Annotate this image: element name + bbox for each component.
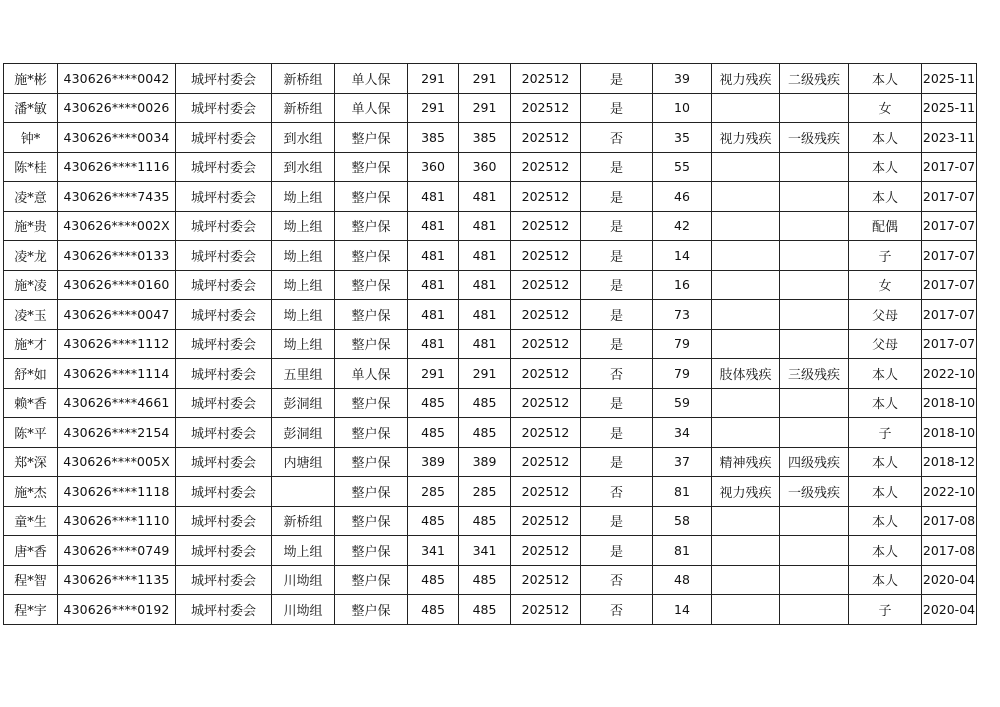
flag-cell: 否 <box>581 595 653 625</box>
start-date-cell: 2017-07 <box>922 211 977 241</box>
age-cell: 10 <box>653 93 712 123</box>
start-date-cell: 2017-07 <box>922 270 977 300</box>
start-date-cell: 2018-10 <box>922 418 977 448</box>
disability-grade-cell <box>780 388 849 418</box>
name-cell: 童*生 <box>4 506 58 536</box>
amount-cell: 485 <box>459 388 511 418</box>
group-cell: 新桥组 <box>272 93 335 123</box>
month-cell: 202512 <box>511 595 581 625</box>
group-cell: 坳上组 <box>272 329 335 359</box>
flag-cell: 是 <box>581 152 653 182</box>
village-cell: 城坪村委会 <box>176 418 272 448</box>
assistance-type-cell: 整户保 <box>335 123 408 153</box>
amount-cell: 385 <box>459 123 511 153</box>
assistance-type-cell: 整户保 <box>335 152 408 182</box>
id-number-cell: 430626****005X <box>58 447 176 477</box>
start-date-cell: 2022-10 <box>922 359 977 389</box>
amount-cell: 485 <box>408 506 459 536</box>
assistance-type-cell: 整户保 <box>335 447 408 477</box>
month-cell: 202512 <box>511 418 581 448</box>
start-date-cell: 2017-07 <box>922 329 977 359</box>
start-date-cell: 2017-07 <box>922 241 977 271</box>
id-number-cell: 430626****7435 <box>58 182 176 212</box>
group-cell: 到水组 <box>272 152 335 182</box>
flag-cell: 否 <box>581 565 653 595</box>
village-cell: 城坪村委会 <box>176 565 272 595</box>
id-number-cell: 430626****002X <box>58 211 176 241</box>
disability-grade-cell: 四级残疾 <box>780 447 849 477</box>
month-cell: 202512 <box>511 329 581 359</box>
age-cell: 39 <box>653 64 712 94</box>
amount-cell: 291 <box>408 93 459 123</box>
table-row <box>4 64 977 94</box>
table-row <box>4 477 977 507</box>
relation-cell: 本人 <box>849 388 922 418</box>
amount-cell: 485 <box>459 595 511 625</box>
start-date-cell: 2017-07 <box>922 300 977 330</box>
amount-cell: 481 <box>459 300 511 330</box>
flag-cell: 是 <box>581 241 653 271</box>
amount-cell: 485 <box>408 418 459 448</box>
relation-cell: 本人 <box>849 64 922 94</box>
flag-cell: 否 <box>581 359 653 389</box>
start-date-cell: 2017-07 <box>922 152 977 182</box>
relation-cell: 本人 <box>849 506 922 536</box>
disability-grade-cell <box>780 418 849 448</box>
assistance-type-cell: 整户保 <box>335 595 408 625</box>
assistance-type-cell: 整户保 <box>335 329 408 359</box>
village-cell: 城坪村委会 <box>176 64 272 94</box>
name-cell: 陈*桂 <box>4 152 58 182</box>
amount-cell: 285 <box>459 477 511 507</box>
month-cell: 202512 <box>511 506 581 536</box>
table-row <box>4 359 977 389</box>
start-date-cell: 2020-04 <box>922 565 977 595</box>
amount-cell: 481 <box>408 241 459 271</box>
name-cell: 钟* <box>4 123 58 153</box>
flag-cell: 是 <box>581 329 653 359</box>
disability-grade-cell <box>780 211 849 241</box>
table-row <box>4 300 977 330</box>
month-cell: 202512 <box>511 477 581 507</box>
month-cell: 202512 <box>511 447 581 477</box>
flag-cell: 是 <box>581 447 653 477</box>
flag-cell: 否 <box>581 123 653 153</box>
group-cell: 川坳组 <box>272 565 335 595</box>
group-cell: 新桥组 <box>272 506 335 536</box>
assistance-type-cell: 单人保 <box>335 64 408 94</box>
name-cell: 赖*香 <box>4 388 58 418</box>
amount-cell: 360 <box>408 152 459 182</box>
id-number-cell: 430626****1135 <box>58 565 176 595</box>
disability-grade-cell <box>780 182 849 212</box>
amount-cell: 291 <box>459 93 511 123</box>
name-cell: 施*贵 <box>4 211 58 241</box>
group-cell: 内塘组 <box>272 447 335 477</box>
id-number-cell: 430626****1114 <box>58 359 176 389</box>
month-cell: 202512 <box>511 536 581 566</box>
age-cell: 73 <box>653 300 712 330</box>
village-cell: 城坪村委会 <box>176 182 272 212</box>
group-cell <box>272 477 335 507</box>
amount-cell: 481 <box>459 182 511 212</box>
month-cell: 202512 <box>511 241 581 271</box>
group-cell: 坳上组 <box>272 300 335 330</box>
month-cell: 202512 <box>511 123 581 153</box>
flag-cell: 是 <box>581 418 653 448</box>
name-cell: 施*才 <box>4 329 58 359</box>
flag-cell: 是 <box>581 388 653 418</box>
village-cell: 城坪村委会 <box>176 241 272 271</box>
relation-cell: 配偶 <box>849 211 922 241</box>
age-cell: 14 <box>653 241 712 271</box>
village-cell: 城坪村委会 <box>176 300 272 330</box>
id-number-cell: 430626****4661 <box>58 388 176 418</box>
amount-cell: 285 <box>408 477 459 507</box>
relation-cell: 子 <box>849 241 922 271</box>
village-cell: 城坪村委会 <box>176 595 272 625</box>
amount-cell: 341 <box>408 536 459 566</box>
id-number-cell: 430626****0042 <box>58 64 176 94</box>
relation-cell: 父母 <box>849 329 922 359</box>
name-cell: 程*宇 <box>4 595 58 625</box>
disability-grade-cell <box>780 270 849 300</box>
name-cell: 舒*如 <box>4 359 58 389</box>
table-row <box>4 418 977 448</box>
flag-cell: 是 <box>581 300 653 330</box>
id-number-cell: 430626****1110 <box>58 506 176 536</box>
amount-cell: 385 <box>408 123 459 153</box>
amount-cell: 481 <box>459 241 511 271</box>
id-number-cell: 430626****0160 <box>58 270 176 300</box>
assistance-type-cell: 整户保 <box>335 211 408 241</box>
table-row <box>4 329 977 359</box>
flag-cell: 是 <box>581 182 653 212</box>
relation-cell: 本人 <box>849 447 922 477</box>
month-cell: 202512 <box>511 182 581 212</box>
village-cell: 城坪村委会 <box>176 329 272 359</box>
table-row <box>4 565 977 595</box>
start-date-cell: 2017-08 <box>922 536 977 566</box>
start-date-cell: 2025-11 <box>922 64 977 94</box>
disability-type-cell <box>712 595 780 625</box>
disability-type-cell <box>712 565 780 595</box>
age-cell: 81 <box>653 536 712 566</box>
table-row <box>4 152 977 182</box>
disability-type-cell <box>712 182 780 212</box>
group-cell: 坳上组 <box>272 270 335 300</box>
relation-cell: 子 <box>849 595 922 625</box>
name-cell: 唐*香 <box>4 536 58 566</box>
disability-type-cell <box>712 536 780 566</box>
amount-cell: 341 <box>459 536 511 566</box>
amount-cell: 485 <box>408 595 459 625</box>
id-number-cell: 430626****0133 <box>58 241 176 271</box>
amount-cell: 485 <box>459 506 511 536</box>
relation-cell: 女 <box>849 93 922 123</box>
flag-cell: 是 <box>581 506 653 536</box>
id-number-cell: 430626****1116 <box>58 152 176 182</box>
assistance-type-cell: 整户保 <box>335 477 408 507</box>
id-number-cell: 430626****0749 <box>58 536 176 566</box>
month-cell: 202512 <box>511 388 581 418</box>
amount-cell: 481 <box>408 300 459 330</box>
group-cell: 彭洞组 <box>272 418 335 448</box>
name-cell: 施*杰 <box>4 477 58 507</box>
start-date-cell: 2025-11 <box>922 93 977 123</box>
table-row <box>4 93 977 123</box>
amount-cell: 360 <box>459 152 511 182</box>
month-cell: 202512 <box>511 359 581 389</box>
relation-cell: 子 <box>849 418 922 448</box>
disability-grade-cell <box>780 241 849 271</box>
disability-type-cell: 视力残疾 <box>712 64 780 94</box>
name-cell: 凌*玉 <box>4 300 58 330</box>
table-row <box>4 182 977 212</box>
disability-grade-cell: 一级残疾 <box>780 123 849 153</box>
month-cell: 202512 <box>511 211 581 241</box>
id-number-cell: 430626****1118 <box>58 477 176 507</box>
start-date-cell: 2022-10 <box>922 477 977 507</box>
name-cell: 陈*平 <box>4 418 58 448</box>
table-row <box>4 447 977 477</box>
amount-cell: 481 <box>408 211 459 241</box>
age-cell: 34 <box>653 418 712 448</box>
month-cell: 202512 <box>511 565 581 595</box>
start-date-cell: 2023-11 <box>922 123 977 153</box>
relation-cell: 本人 <box>849 359 922 389</box>
village-cell: 城坪村委会 <box>176 270 272 300</box>
id-number-cell: 430626****0034 <box>58 123 176 153</box>
assistance-type-cell: 整户保 <box>335 270 408 300</box>
age-cell: 35 <box>653 123 712 153</box>
relation-cell: 女 <box>849 270 922 300</box>
month-cell: 202512 <box>511 93 581 123</box>
village-cell: 城坪村委会 <box>176 152 272 182</box>
flag-cell: 否 <box>581 477 653 507</box>
group-cell: 坳上组 <box>272 182 335 212</box>
name-cell: 程*智 <box>4 565 58 595</box>
amount-cell: 389 <box>459 447 511 477</box>
age-cell: 37 <box>653 447 712 477</box>
name-cell: 施*彬 <box>4 64 58 94</box>
relation-cell: 本人 <box>849 536 922 566</box>
relation-cell: 父母 <box>849 300 922 330</box>
flag-cell: 是 <box>581 536 653 566</box>
disability-type-cell: 视力残疾 <box>712 123 780 153</box>
disability-grade-cell: 一级残疾 <box>780 477 849 507</box>
disability-grade-cell <box>780 329 849 359</box>
amount-cell: 485 <box>459 565 511 595</box>
group-cell: 到水组 <box>272 123 335 153</box>
amount-cell: 481 <box>459 211 511 241</box>
name-cell: 凌*龙 <box>4 241 58 271</box>
disability-type-cell <box>712 270 780 300</box>
id-number-cell: 430626****2154 <box>58 418 176 448</box>
relation-cell: 本人 <box>849 182 922 212</box>
disability-type-cell <box>712 418 780 448</box>
month-cell: 202512 <box>511 270 581 300</box>
table-row <box>4 536 977 566</box>
disability-type-cell: 肢体残疾 <box>712 359 780 389</box>
village-cell: 城坪村委会 <box>176 447 272 477</box>
village-cell: 城坪村委会 <box>176 506 272 536</box>
age-cell: 81 <box>653 477 712 507</box>
disability-type-cell <box>712 388 780 418</box>
table-row <box>4 211 977 241</box>
group-cell: 坳上组 <box>272 241 335 271</box>
village-cell: 城坪村委会 <box>176 211 272 241</box>
assistance-type-cell: 单人保 <box>335 359 408 389</box>
table-body <box>4 64 977 625</box>
id-number-cell: 430626****0026 <box>58 93 176 123</box>
age-cell: 79 <box>653 329 712 359</box>
disability-type-cell <box>712 93 780 123</box>
amount-cell: 291 <box>408 359 459 389</box>
table-row <box>4 388 977 418</box>
assistance-type-cell: 单人保 <box>335 93 408 123</box>
month-cell: 202512 <box>511 300 581 330</box>
disability-grade-cell <box>780 93 849 123</box>
disability-type-cell <box>712 241 780 271</box>
start-date-cell: 2020-04 <box>922 595 977 625</box>
disability-grade-cell: 二级残疾 <box>780 64 849 94</box>
table-row <box>4 241 977 271</box>
amount-cell: 485 <box>408 565 459 595</box>
village-cell: 城坪村委会 <box>176 93 272 123</box>
table-row <box>4 270 977 300</box>
start-date-cell: 2018-10 <box>922 388 977 418</box>
amount-cell: 481 <box>408 329 459 359</box>
age-cell: 55 <box>653 152 712 182</box>
start-date-cell: 2017-08 <box>922 506 977 536</box>
age-cell: 42 <box>653 211 712 241</box>
disability-grade-cell <box>780 300 849 330</box>
age-cell: 79 <box>653 359 712 389</box>
amount-cell: 485 <box>408 388 459 418</box>
assistance-type-cell: 整户保 <box>335 506 408 536</box>
disability-grade-cell <box>780 152 849 182</box>
disability-grade-cell <box>780 565 849 595</box>
village-cell: 城坪村委会 <box>176 359 272 389</box>
group-cell: 彭洞组 <box>272 388 335 418</box>
id-number-cell: 430626****0192 <box>58 595 176 625</box>
id-number-cell: 430626****1112 <box>58 329 176 359</box>
table-row <box>4 506 977 536</box>
amount-cell: 291 <box>459 64 511 94</box>
disability-type-cell <box>712 300 780 330</box>
village-cell: 城坪村委会 <box>176 388 272 418</box>
flag-cell: 是 <box>581 270 653 300</box>
relation-cell: 本人 <box>849 123 922 153</box>
id-number-cell: 430626****0047 <box>58 300 176 330</box>
group-cell: 坳上组 <box>272 536 335 566</box>
age-cell: 16 <box>653 270 712 300</box>
disability-grade-cell <box>780 506 849 536</box>
flag-cell: 是 <box>581 93 653 123</box>
name-cell: 郑*深 <box>4 447 58 477</box>
age-cell: 58 <box>653 506 712 536</box>
assistance-type-cell: 整户保 <box>335 418 408 448</box>
disability-type-cell <box>712 329 780 359</box>
amount-cell: 481 <box>459 329 511 359</box>
village-cell: 城坪村委会 <box>176 123 272 153</box>
group-cell: 坳上组 <box>272 211 335 241</box>
month-cell: 202512 <box>511 152 581 182</box>
amount-cell: 485 <box>459 418 511 448</box>
relation-cell: 本人 <box>849 565 922 595</box>
relation-cell: 本人 <box>849 477 922 507</box>
assistance-type-cell: 整户保 <box>335 182 408 212</box>
table-row <box>4 123 977 153</box>
name-cell: 凌*意 <box>4 182 58 212</box>
group-cell: 五里组 <box>272 359 335 389</box>
amount-cell: 389 <box>408 447 459 477</box>
table-row <box>4 595 977 625</box>
flag-cell: 是 <box>581 211 653 241</box>
amount-cell: 291 <box>408 64 459 94</box>
name-cell: 施*凌 <box>4 270 58 300</box>
age-cell: 46 <box>653 182 712 212</box>
village-cell: 城坪村委会 <box>176 477 272 507</box>
start-date-cell: 2017-07 <box>922 182 977 212</box>
disability-grade-cell <box>780 536 849 566</box>
disability-type-cell: 视力残疾 <box>712 477 780 507</box>
disability-type-cell <box>712 152 780 182</box>
assistance-type-cell: 整户保 <box>335 388 408 418</box>
name-cell: 潘*敏 <box>4 93 58 123</box>
month-cell: 202512 <box>511 64 581 94</box>
amount-cell: 291 <box>459 359 511 389</box>
assistance-type-cell: 整户保 <box>335 300 408 330</box>
flag-cell: 是 <box>581 64 653 94</box>
start-date-cell: 2018-12 <box>922 447 977 477</box>
village-cell: 城坪村委会 <box>176 536 272 566</box>
amount-cell: 481 <box>408 270 459 300</box>
disability-type-cell <box>712 211 780 241</box>
relation-cell: 本人 <box>849 152 922 182</box>
assistance-type-cell: 整户保 <box>335 565 408 595</box>
group-cell: 新桥组 <box>272 64 335 94</box>
assistance-type-cell: 整户保 <box>335 536 408 566</box>
group-cell: 川坳组 <box>272 595 335 625</box>
amount-cell: 481 <box>459 270 511 300</box>
disability-grade-cell <box>780 595 849 625</box>
disability-type-cell: 精神残疾 <box>712 447 780 477</box>
disability-grade-cell: 三级残疾 <box>780 359 849 389</box>
age-cell: 59 <box>653 388 712 418</box>
age-cell: 48 <box>653 565 712 595</box>
disability-type-cell <box>712 506 780 536</box>
amount-cell: 481 <box>408 182 459 212</box>
assistance-type-cell: 整户保 <box>335 241 408 271</box>
beneficiary-table <box>3 63 977 625</box>
age-cell: 14 <box>653 595 712 625</box>
